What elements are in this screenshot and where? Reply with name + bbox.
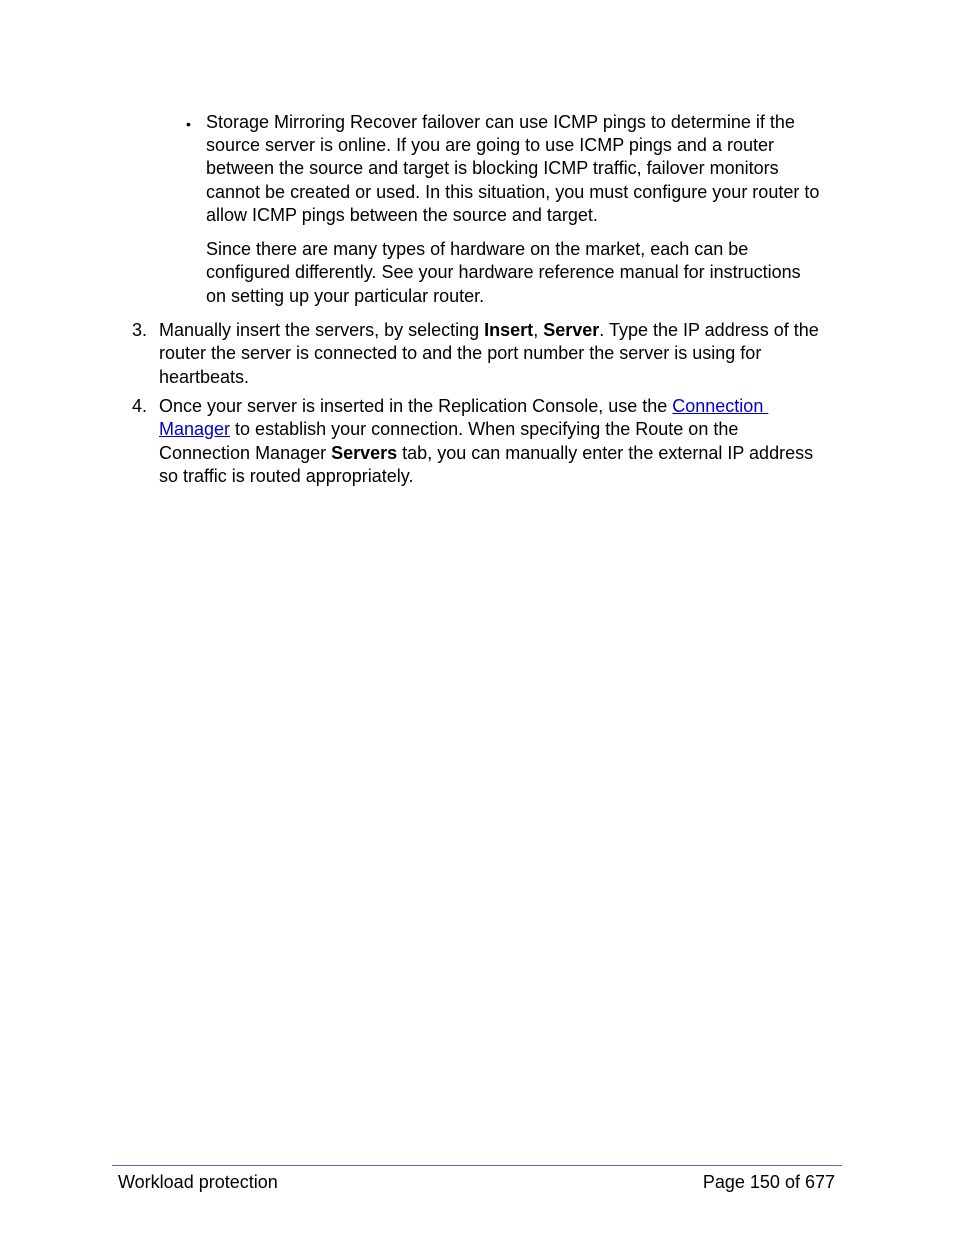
step-3-text-e: . Type the IP address of the xyxy=(599,320,819,340)
connection-manager-link-part2[interactable]: Manager xyxy=(159,419,231,439)
step-4-text-b: to establish your connection. When specifying the Route on the xyxy=(230,419,739,439)
step-3-number: 3. xyxy=(132,320,148,340)
step-4-line-1 xyxy=(159,395,768,418)
bullet-line-4: cannot be created or used. In this situation, you must configure your router to xyxy=(206,182,820,202)
footer-section-title: Workload protection xyxy=(118,1172,278,1192)
step-3-comma: , xyxy=(533,320,544,340)
bullet-marker: • xyxy=(186,116,191,132)
follow-line-3: on setting up your particular router. xyxy=(206,286,485,306)
follow-line-2: configured differently. See your hardware reference manual for instructions xyxy=(206,262,801,282)
bullet-line-1: Storage Mirroring Recover failover can use ICMP pings to determine if the xyxy=(206,112,795,132)
footer-page-number: Page 150 of 677 xyxy=(702,1172,835,1192)
follow-line-1: Since there are many types of hardware on the market, each can be xyxy=(206,239,749,259)
step-4-line-3 xyxy=(159,442,813,465)
bullet-line-5: allow ICMP pings between the source and target. xyxy=(206,205,598,225)
bullet-line-2: source server is online. If you are going to use ICMP pings and a router xyxy=(206,135,774,155)
step-3-line-1 xyxy=(159,319,819,342)
connection-manager-link-part1[interactable]: Connection xyxy=(672,396,769,416)
bullet-line-3: between the source and target is blocking ICMP traffic, failover monitors xyxy=(206,158,779,178)
step-4-line-4: so traffic is routed appropriately. xyxy=(159,466,414,486)
footer-divider xyxy=(112,1165,842,1166)
step-3-line-3: heartbeats. xyxy=(159,367,250,387)
servers-tab-label: Servers xyxy=(331,443,398,463)
step-3-text-a: Manually insert the servers, by selecting xyxy=(159,320,485,340)
step-4-number: 4. xyxy=(132,396,148,416)
insert-menu-label: Insert xyxy=(484,320,534,340)
step-3-line-2: router the server is connected to and the port number the server is using for xyxy=(159,343,762,363)
step-4-text-c: Connection Manager xyxy=(159,443,332,463)
server-menu-label: Server xyxy=(543,320,600,340)
step-4-text-a: Once your server is inserted in the Replication Console, use the xyxy=(159,396,673,416)
step-4-line-2 xyxy=(159,418,738,441)
step-4-text-d: tab, you can manually enter the external IP address xyxy=(397,443,814,463)
